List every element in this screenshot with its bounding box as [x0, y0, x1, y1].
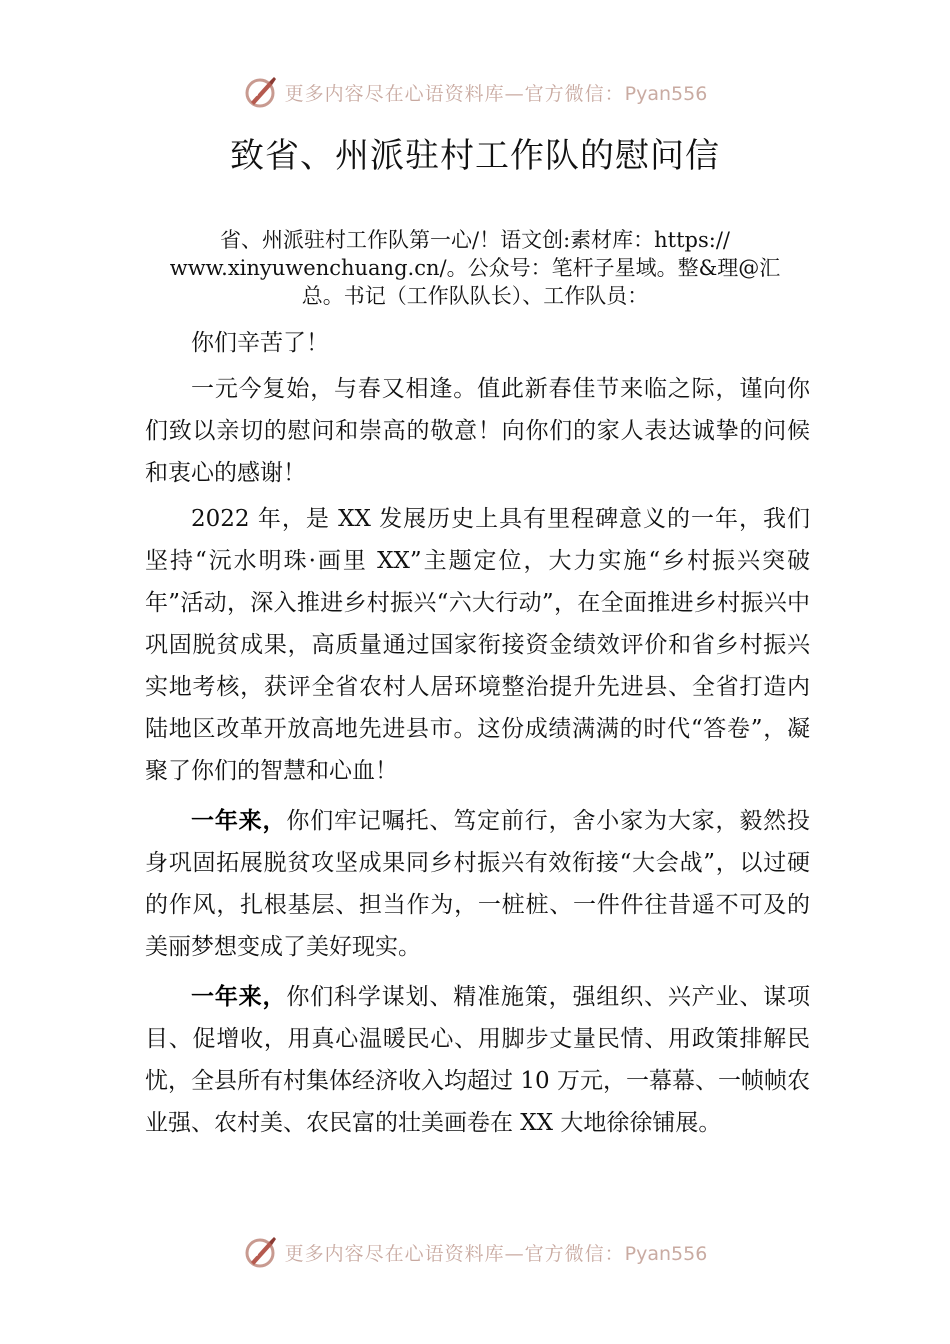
footer-banner [0, 1232, 950, 1272]
header-banner-text: 更多内容尽在心语资料库—官方微信：Pyan556 [284, 82, 708, 105]
pen-logo-icon [243, 74, 279, 110]
paragraph [145, 368, 810, 494]
paragraph [145, 322, 810, 364]
salutation-line: 省、州派驻村工作队第一心/！语文创:素材库：https:// [220, 228, 730, 252]
paragraph-text: 一元今复始，与春又相逢。值此新春佳节来临之际，谨向你们致以亲切的慰问和崇高的敬意！向你们的家人表达诚挚的问候和衷心的感谢！ [145, 376, 810, 486]
document-title: 致省、州派驻村工作队的慰问信 [230, 136, 720, 176]
salutation [140, 226, 810, 310]
paragraph-lead: 一年来， [191, 984, 287, 1010]
pen-logo-icon [243, 1234, 279, 1270]
paragraph-text: 2022 年，是 XX 发展历史上具有里程碑意义的一年，我们坚持“沅水明珠·画里 XX”主题定位，大力实施“乡村振兴突破年”活动，深入推进乡村振兴“六大行动”，在全面推进乡村振兴中巩固脱贫成果，高质量通过国家衔接资金绩效评价和省乡村振兴实地考核，获评全省农村人居环境整治提升先进县、全省打造内陆地区改革开放高地先进县市。这份成绩满满的时代“答卷”，凝聚了你们的智慧和心血！ [145, 506, 810, 784]
paragraph [145, 800, 810, 968]
paragraph [145, 498, 810, 792]
salutation-line: 总。书记（工作队队长）、工作队员： [301, 284, 649, 308]
paragraph-text: 你们牢记嘱托、笃定前行，舍小家为大家，毅然投身巩固拓展脱贫攻坚成果同乡村振兴有效衔接“大会战”，以过硬的作风，扎根基层、担当作为，一桩桩、一件件往昔遥不可及的美丽梦想变成了美好现实。 [145, 808, 811, 960]
wechat-id: Pyan556 [624, 82, 708, 105]
paragraph-lead: 一年来， [191, 808, 287, 834]
paragraph [145, 976, 810, 1144]
letter-body [145, 322, 810, 1144]
paragraph-text: 你们辛苦了！ [191, 330, 329, 356]
paragraph-text: 你们科学谋划、精准施策，强组织、兴产业、谋项目、促增收，用真心温暖民心、用脚步丈量民情、用政策排解民忧，全县所有村集体经济收入均超过 10 万元，一幕幕、一帧帧农业强、农村美、农民富的壮美画卷在 XX 大地徐徐铺展。 [145, 984, 811, 1136]
wechat-id: Pyan556 [624, 1242, 708, 1265]
footer-banner-text: 更多内容尽在心语资料库—官方微信：Pyan556 [284, 1242, 708, 1265]
header-banner [0, 72, 950, 112]
salutation-line: www.xinyuwenchuang.cn/。公众号：笔杆子星域。整&理@汇 [169, 256, 781, 280]
